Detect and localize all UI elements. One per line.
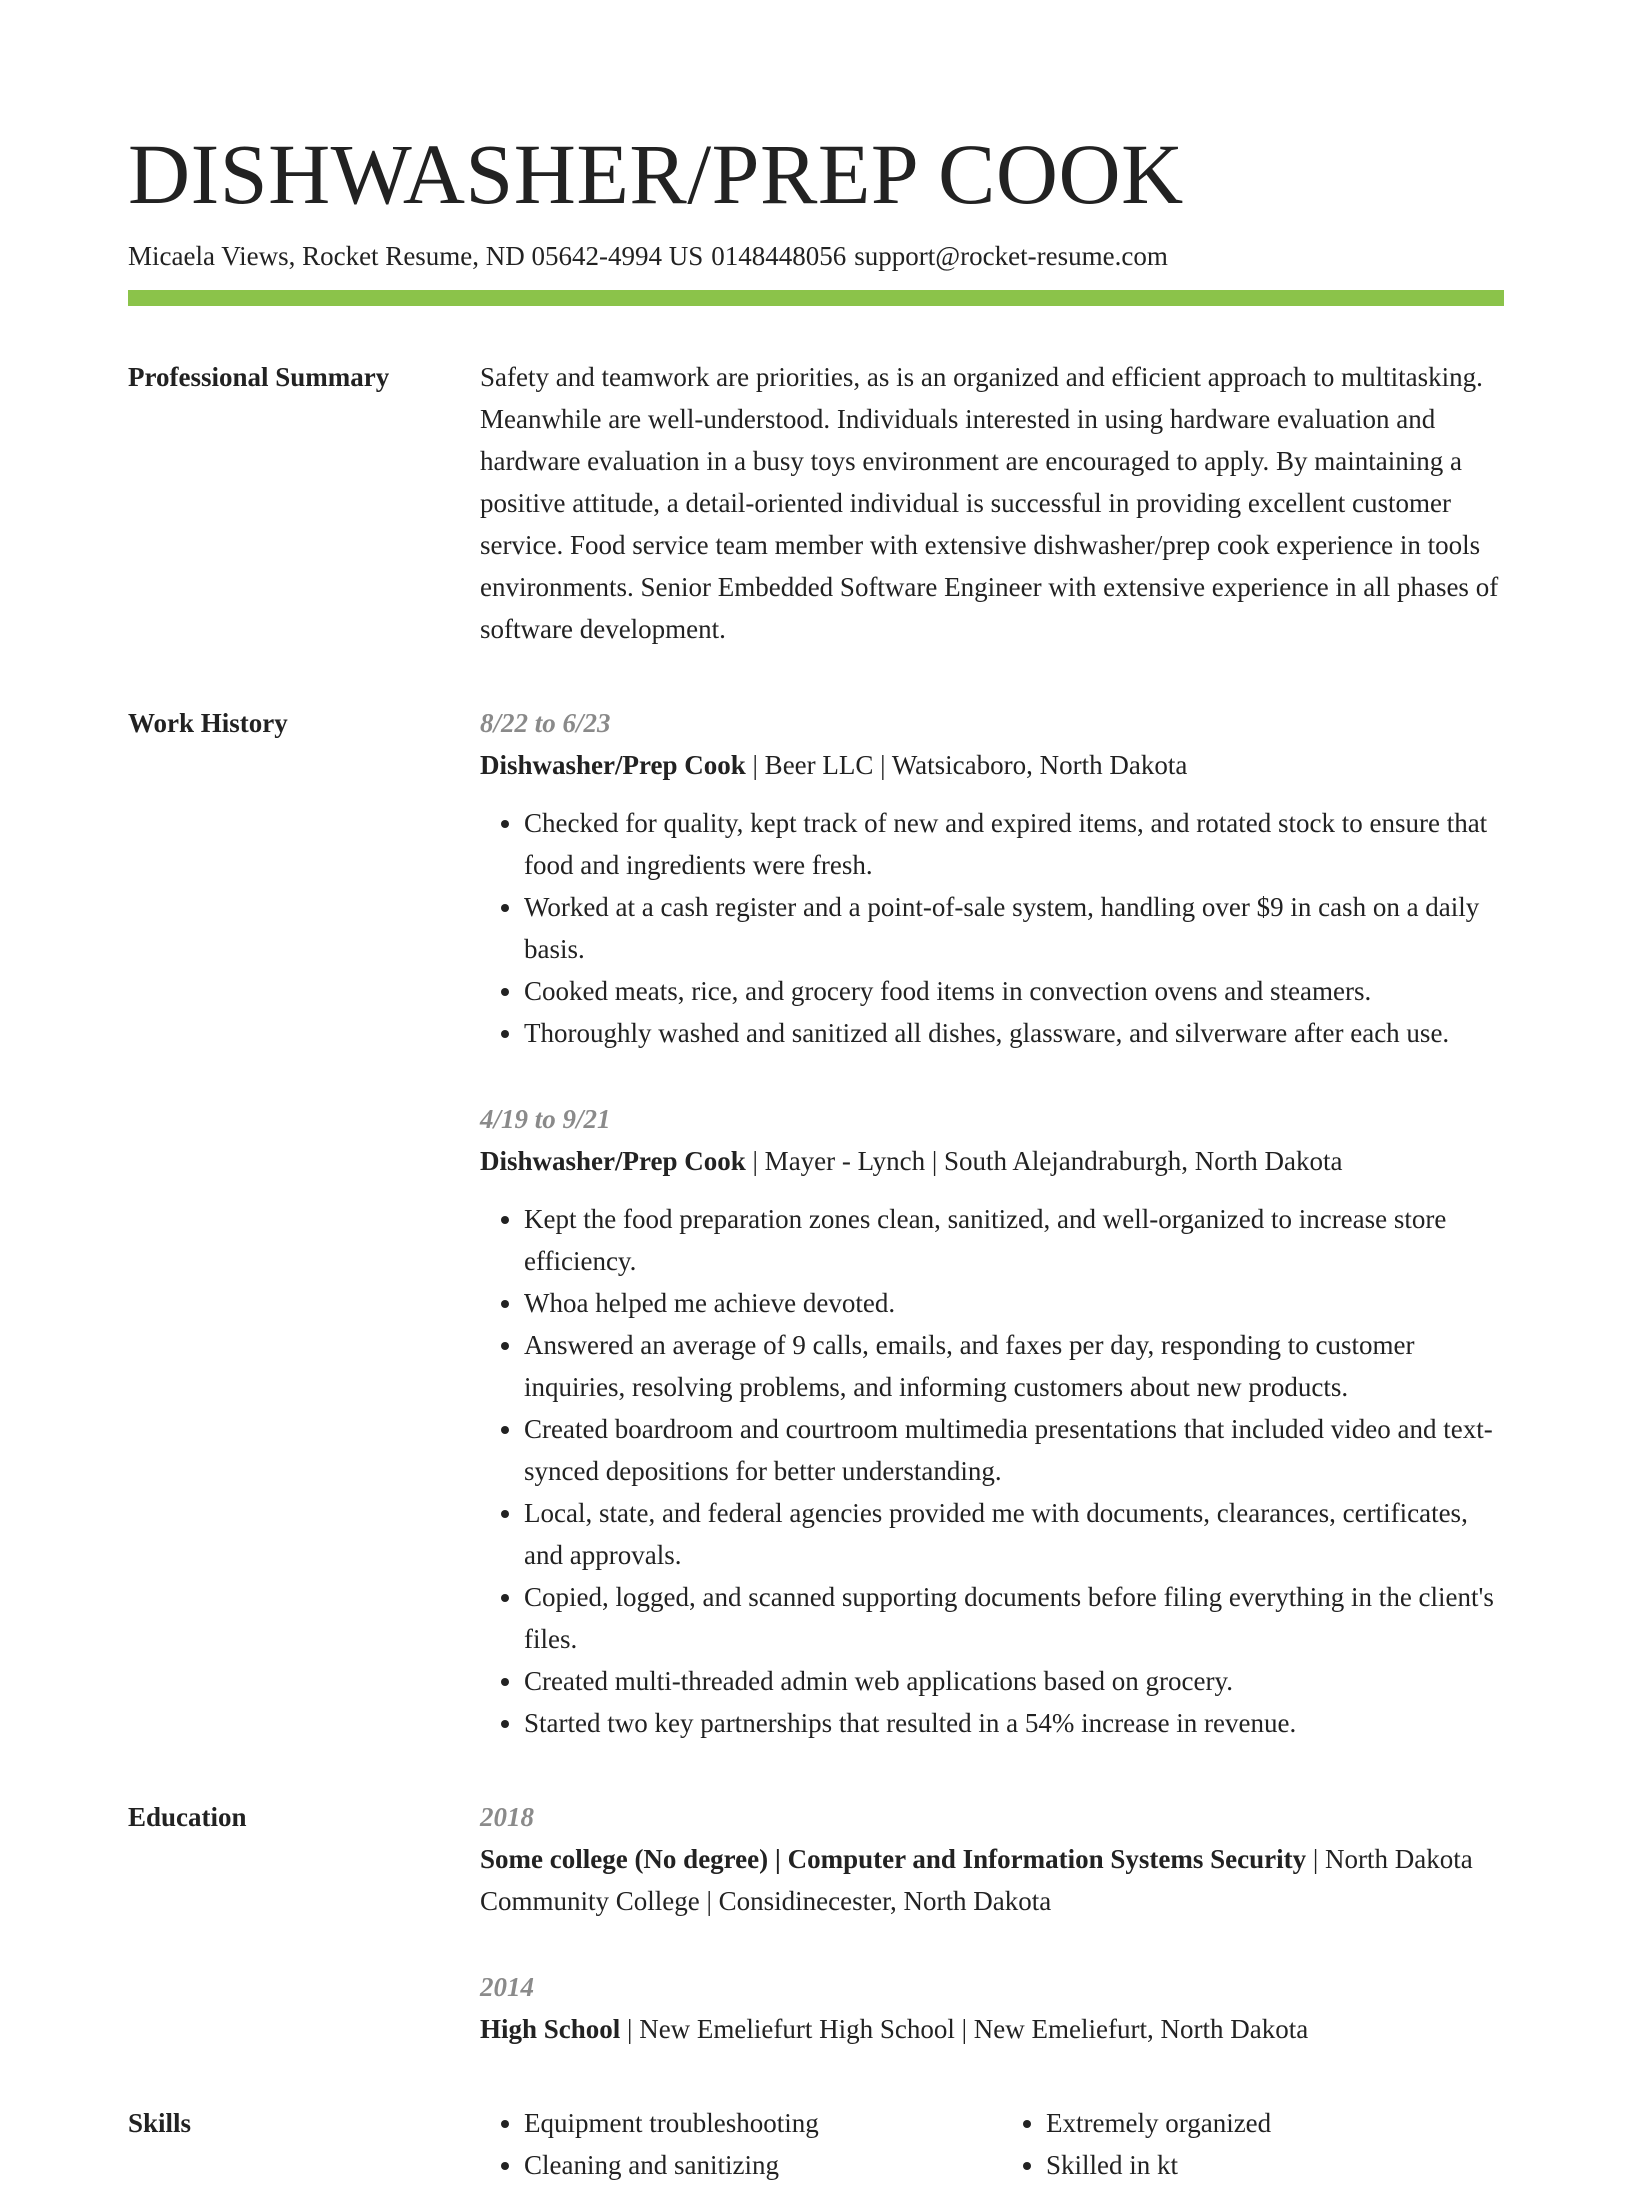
list-item: • Thoroughly washed and sanitized all dishes, glassware, and silverware after each use.: [524, 1012, 1504, 1054]
skills-section: [128, 2102, 1504, 2186]
accent-divider: [128, 290, 1504, 306]
resume-title: DISHWASHER/PREP COOK: [128, 126, 1184, 222]
education-entry: [480, 1966, 1504, 2050]
list-item: • Created multi-threaded admin web applications based on grocery.: [524, 1660, 1504, 1702]
job-employer: | Mayer - Lynch | South Alejandraburgh, North Dakota: [745, 1146, 1343, 1176]
job-entry: [480, 702, 1504, 1054]
list-item: • Checked for quality, kept track of new and expired items, and rotated stock to ensure that food and ingredients were fresh.: [524, 802, 1504, 886]
job-employer: | Beer LLC | Watsicaboro, North Dakota: [745, 750, 1188, 780]
contact-phone: 0148448056: [711, 241, 847, 271]
list-item: • Cleaning and sanitizing: [524, 2144, 982, 2186]
list-item: • Worked at a cash register and a point-of-sale system, handling over $9 in cash on a daily basis.: [524, 886, 1504, 970]
education-section: [128, 1796, 1504, 2050]
summary-section: [128, 356, 1504, 650]
contact-line: [128, 238, 1504, 274]
education-degree: High School: [480, 2014, 621, 2044]
job-title-line: [480, 744, 1504, 786]
contact-address: Micaela Views, Rocket Resume, ND 05642-4994 US: [128, 241, 704, 271]
education-entry: [480, 1796, 1504, 1922]
list-item: • Answered an average of 9 calls, emails, and faxes per day, responding to customer inquiries, resolving problems, and informing customers about new products.: [524, 1324, 1504, 1408]
section-heading: Skills: [128, 2108, 192, 2138]
skills-columns: [480, 2102, 1504, 2186]
education-line: [480, 2008, 1504, 2050]
job-dates: 8/22 to 6/23: [480, 708, 611, 738]
list-item: • Extremely organized: [1046, 2102, 1504, 2144]
section-heading: Education: [128, 1802, 247, 1832]
list-item: • Cooked meats, rice, and grocery food items in convection ovens and steamers.: [524, 970, 1504, 1012]
section-heading: Professional Summary: [128, 362, 390, 392]
list-item: • Kept the food preparation zones clean, sanitized, and well-organized to increase store efficiency.: [524, 1198, 1504, 1282]
list-item: • Local, state, and federal agencies provided me with documents, clearances, certificates, and approvals.: [524, 1492, 1504, 1576]
contact-email[interactable]: support@rocket-resume.com: [854, 241, 1168, 271]
list-item: • Whoa helped me achieve devoted.: [524, 1282, 1504, 1324]
job-bullets: [480, 802, 1504, 1054]
education-school: | North Dakota Community College | Considinecester, North Dakota: [480, 1844, 1473, 1916]
list-item: • Equipment troubleshooting: [524, 2102, 982, 2144]
summary-text: Safety and teamwork are priorities, as is an organized and efficient approach to multitasking. Meanwhile are well-understood. Individuals interested in using hardware evaluation and hardware evaluation in a busy toys environment are encouraged to apply. By maintaining a positive attitude, a detail-oriented individual is successful in providing excellent customer service. Food service team member with extensive dishwasher/prep cook experience in tools environments. Senior Embedded Software Engineer with extensive experience in all phases of software development.: [480, 362, 1499, 644]
resume-page: [128, 0, 1504, 2186]
job-role: Dishwasher/Prep Cook: [480, 1146, 746, 1176]
job-title-line: [480, 1140, 1504, 1182]
job-entry: [480, 1098, 1504, 1744]
skills-list-right: [1002, 2102, 1504, 2186]
job-bullets: [480, 1198, 1504, 1744]
job-role: Dishwasher/Prep Cook: [480, 750, 746, 780]
list-item: • Started two key partnerships that resulted in a 54% increase in revenue.: [524, 1702, 1504, 1744]
education-school: | New Emeliefurt High School | New Emeliefurt, North Dakota: [620, 2014, 1309, 2044]
list-item: • Copied, logged, and scanned supporting documents before filing everything in the client's files.: [524, 1576, 1504, 1660]
education-degree: Some college (No degree) | Computer and Information Systems Security: [480, 1844, 1307, 1874]
education-year: 2014: [480, 1972, 534, 2002]
skills-list-left: [480, 2102, 982, 2186]
work-history-section: [128, 702, 1504, 1744]
list-item: • Skilled in kt: [1046, 2144, 1504, 2186]
education-year: 2018: [480, 1802, 534, 1832]
job-dates: 4/19 to 9/21: [480, 1104, 611, 1134]
list-item: • Created boardroom and courtroom multimedia presentations that included video and text-synced depositions for better understanding.: [524, 1408, 1504, 1492]
section-heading: Work History: [128, 708, 288, 738]
education-line: [480, 1838, 1504, 1922]
